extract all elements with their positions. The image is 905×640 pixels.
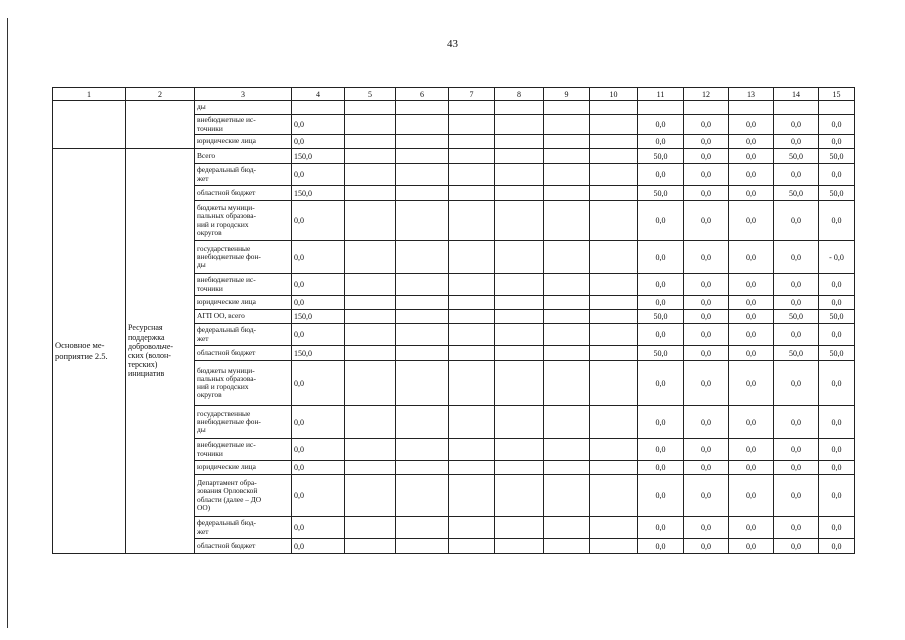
funding-source-label: бюджеты муници- пальных образова- ний и городских округов: [195, 361, 292, 406]
table-row: [53, 149, 855, 164]
total-amount-cell: 0,0: [292, 115, 345, 135]
empty-year-cell: [396, 149, 449, 164]
column-number-header: 10: [590, 88, 638, 101]
column-number-header: 9: [544, 88, 590, 101]
year-amount-cell: 0,0: [729, 310, 774, 324]
year-amount-cell: 0,0: [774, 135, 819, 149]
empty-year-cell: [449, 274, 495, 296]
empty-year-cell: [544, 201, 590, 241]
empty-year-cell: [449, 517, 495, 539]
empty-year-cell: [396, 539, 449, 554]
year-amount-cell: 50,0: [774, 346, 819, 361]
empty-year-cell: [495, 115, 544, 135]
empty-year-cell: [495, 539, 544, 554]
page-number: 43: [447, 38, 458, 50]
empty-year-cell: [449, 346, 495, 361]
year-amount-cell: - 0,0: [819, 241, 855, 274]
empty-year-cell: [449, 201, 495, 241]
empty-year-cell: [345, 149, 396, 164]
empty-year-cell: [590, 461, 638, 475]
empty-year-cell: [345, 517, 396, 539]
empty-year-cell: [544, 186, 590, 201]
year-amount-cell: 0,0: [638, 274, 684, 296]
year-amount-cell: 0,0: [774, 361, 819, 406]
year-amount-cell: 0,0: [684, 296, 729, 310]
empty-year-cell: [495, 201, 544, 241]
total-amount-cell: 0,0: [292, 406, 345, 439]
empty-year-cell: [345, 201, 396, 241]
empty-year-cell: [449, 296, 495, 310]
empty-year-cell: [590, 475, 638, 517]
funding-source-label: государственные внебюджетные фон- ды: [195, 241, 292, 274]
year-amount-cell: [684, 101, 729, 115]
empty-year-cell: [590, 164, 638, 186]
year-amount-cell: 0,0: [684, 461, 729, 475]
empty-year-cell: [345, 439, 396, 461]
year-amount-cell: 0,0: [729, 461, 774, 475]
total-amount-cell: 0,0: [292, 274, 345, 296]
column-number-header: 4: [292, 88, 345, 101]
empty-year-cell: [544, 346, 590, 361]
empty-year-cell: [449, 324, 495, 346]
empty-year-cell: [495, 310, 544, 324]
empty-year-cell: [495, 346, 544, 361]
empty-year-cell: [495, 149, 544, 164]
year-amount-cell: 0,0: [684, 149, 729, 164]
year-amount-cell: 0,0: [684, 346, 729, 361]
year-amount-cell: 0,0: [638, 164, 684, 186]
year-amount-cell: 0,0: [819, 461, 855, 475]
total-amount-cell: 0,0: [292, 517, 345, 539]
empty-year-cell: [345, 296, 396, 310]
year-amount-cell: 0,0: [684, 201, 729, 241]
year-amount-cell: 0,0: [729, 149, 774, 164]
funding-source-label: бюджеты муници- пальных образова- ний и городских округов: [195, 201, 292, 241]
empty-year-cell: [544, 361, 590, 406]
year-amount-cell: 0,0: [729, 135, 774, 149]
year-amount-cell: 0,0: [729, 274, 774, 296]
empty-year-cell: [544, 406, 590, 439]
year-amount-cell: 0,0: [729, 517, 774, 539]
year-amount-cell: 0,0: [729, 201, 774, 241]
funding-source-label: федеральный бюд- жет: [195, 517, 292, 539]
empty-year-cell: [345, 539, 396, 554]
empty-year-cell: [449, 101, 495, 115]
year-amount-cell: 0,0: [729, 406, 774, 439]
empty-year-cell: [449, 475, 495, 517]
total-amount-cell: 150,0: [292, 186, 345, 201]
empty-year-cell: [495, 296, 544, 310]
empty-year-cell: [495, 241, 544, 274]
empty-year-cell: [449, 186, 495, 201]
year-amount-cell: 0,0: [684, 475, 729, 517]
empty-year-cell: [396, 115, 449, 135]
empty-year-cell: [396, 324, 449, 346]
empty-year-cell: [544, 135, 590, 149]
column-number-header: 1: [53, 88, 126, 101]
year-amount-cell: 50,0: [774, 149, 819, 164]
column-number-header: 14: [774, 88, 819, 101]
funding-source-label: областной бюджет: [195, 186, 292, 201]
year-amount-cell: 0,0: [638, 406, 684, 439]
empty-year-cell: [396, 101, 449, 115]
empty-year-cell: [396, 346, 449, 361]
empty-year-cell: [345, 135, 396, 149]
empty-year-cell: [495, 361, 544, 406]
column-number-header: 7: [449, 88, 495, 101]
year-amount-cell: 0,0: [774, 475, 819, 517]
year-amount-cell: 0,0: [819, 201, 855, 241]
year-amount-cell: 0,0: [729, 241, 774, 274]
year-amount-cell: 0,0: [684, 310, 729, 324]
funding-source-label: федеральный бюд- жет: [195, 324, 292, 346]
empty-year-cell: [495, 475, 544, 517]
year-amount-cell: 0,0: [774, 201, 819, 241]
sub-activity-cell: Ресурсная поддержка добровольче- ских (волон- терских) инициатив: [126, 149, 195, 554]
empty-year-cell: [590, 186, 638, 201]
empty-year-cell: [345, 361, 396, 406]
empty-year-cell: [345, 101, 396, 115]
empty-year-cell: [345, 310, 396, 324]
funding-source-label: юридические лица: [195, 461, 292, 475]
empty-year-cell: [396, 406, 449, 439]
empty-merged-cell: [53, 101, 126, 149]
empty-year-cell: [345, 164, 396, 186]
empty-year-cell: [345, 274, 396, 296]
year-amount-cell: 0,0: [638, 241, 684, 274]
empty-year-cell: [449, 115, 495, 135]
year-amount-cell: 0,0: [774, 115, 819, 135]
column-number-header: 13: [729, 88, 774, 101]
column-number-header: 15: [819, 88, 855, 101]
year-amount-cell: 0,0: [729, 439, 774, 461]
empty-year-cell: [396, 439, 449, 461]
empty-merged-cell: [126, 101, 195, 149]
empty-year-cell: [345, 241, 396, 274]
column-number-row: [53, 88, 855, 101]
empty-year-cell: [495, 186, 544, 201]
empty-year-cell: [396, 475, 449, 517]
year-amount-cell: 0,0: [819, 475, 855, 517]
funding-source-label: АГП ОО, всего: [195, 310, 292, 324]
empty-year-cell: [449, 310, 495, 324]
empty-year-cell: [544, 101, 590, 115]
total-amount-cell: 0,0: [292, 539, 345, 554]
total-amount-cell: 0,0: [292, 201, 345, 241]
year-amount-cell: 50,0: [774, 310, 819, 324]
year-amount-cell: 50,0: [819, 310, 855, 324]
year-amount-cell: 0,0: [819, 539, 855, 554]
empty-year-cell: [495, 517, 544, 539]
funding-source-label: ды: [195, 101, 292, 115]
empty-year-cell: [544, 475, 590, 517]
year-amount-cell: 0,0: [638, 361, 684, 406]
year-amount-cell: 0,0: [638, 115, 684, 135]
empty-year-cell: [495, 101, 544, 115]
empty-year-cell: [495, 461, 544, 475]
empty-year-cell: [544, 241, 590, 274]
year-amount-cell: 0,0: [819, 406, 855, 439]
empty-year-cell: [590, 539, 638, 554]
empty-year-cell: [590, 115, 638, 135]
year-amount-cell: 0,0: [684, 539, 729, 554]
year-amount-cell: 0,0: [684, 324, 729, 346]
empty-year-cell: [544, 274, 590, 296]
empty-year-cell: [449, 439, 495, 461]
year-amount-cell: 0,0: [684, 164, 729, 186]
empty-year-cell: [449, 539, 495, 554]
empty-year-cell: [396, 361, 449, 406]
main-activity-cell: Основное ме- роприятие 2.5.: [53, 149, 126, 554]
table-row: [53, 101, 855, 115]
empty-year-cell: [345, 115, 396, 135]
total-amount-cell: 150,0: [292, 346, 345, 361]
year-amount-cell: 0,0: [774, 241, 819, 274]
column-number-header: 5: [345, 88, 396, 101]
year-amount-cell: 0,0: [684, 135, 729, 149]
empty-year-cell: [449, 164, 495, 186]
empty-year-cell: [345, 406, 396, 439]
funding-source-label: Всего: [195, 149, 292, 164]
total-amount-cell: 0,0: [292, 461, 345, 475]
budget-table: [52, 87, 855, 554]
empty-year-cell: [544, 149, 590, 164]
empty-year-cell: [544, 539, 590, 554]
empty-year-cell: [590, 274, 638, 296]
column-number-header: 8: [495, 88, 544, 101]
empty-year-cell: [396, 241, 449, 274]
year-amount-cell: 0,0: [638, 135, 684, 149]
empty-year-cell: [544, 310, 590, 324]
year-amount-cell: 0,0: [684, 274, 729, 296]
year-amount-cell: 0,0: [638, 517, 684, 539]
year-amount-cell: 0,0: [774, 517, 819, 539]
column-number-header: 2: [126, 88, 195, 101]
column-number-header: 11: [638, 88, 684, 101]
empty-year-cell: [396, 517, 449, 539]
empty-year-cell: [495, 135, 544, 149]
empty-year-cell: [544, 296, 590, 310]
total-amount-cell: 0,0: [292, 475, 345, 517]
year-amount-cell: [774, 101, 819, 115]
empty-year-cell: [396, 164, 449, 186]
empty-year-cell: [396, 201, 449, 241]
total-amount-cell: [292, 101, 345, 115]
year-amount-cell: 0,0: [774, 406, 819, 439]
year-amount-cell: 0,0: [638, 461, 684, 475]
empty-year-cell: [590, 201, 638, 241]
empty-year-cell: [544, 115, 590, 135]
empty-year-cell: [590, 324, 638, 346]
year-amount-cell: 0,0: [819, 439, 855, 461]
column-number-header: 6: [396, 88, 449, 101]
empty-year-cell: [396, 186, 449, 201]
empty-year-cell: [345, 475, 396, 517]
empty-year-cell: [495, 406, 544, 439]
empty-year-cell: [590, 296, 638, 310]
year-amount-cell: 50,0: [819, 149, 855, 164]
empty-year-cell: [544, 517, 590, 539]
year-amount-cell: 50,0: [638, 310, 684, 324]
year-amount-cell: 50,0: [638, 149, 684, 164]
empty-year-cell: [396, 310, 449, 324]
year-amount-cell: 0,0: [638, 324, 684, 346]
empty-year-cell: [590, 135, 638, 149]
year-amount-cell: 0,0: [819, 361, 855, 406]
empty-year-cell: [396, 135, 449, 149]
empty-year-cell: [345, 324, 396, 346]
year-amount-cell: 0,0: [638, 539, 684, 554]
empty-year-cell: [590, 517, 638, 539]
total-amount-cell: 0,0: [292, 439, 345, 461]
year-amount-cell: 0,0: [729, 115, 774, 135]
empty-year-cell: [590, 241, 638, 274]
year-amount-cell: 0,0: [729, 475, 774, 517]
total-amount-cell: 0,0: [292, 361, 345, 406]
empty-year-cell: [590, 101, 638, 115]
total-amount-cell: 0,0: [292, 135, 345, 149]
empty-year-cell: [590, 406, 638, 439]
empty-year-cell: [345, 186, 396, 201]
year-amount-cell: 0,0: [819, 164, 855, 186]
year-amount-cell: 0,0: [774, 274, 819, 296]
year-amount-cell: 50,0: [819, 186, 855, 201]
empty-year-cell: [544, 461, 590, 475]
year-amount-cell: 0,0: [774, 164, 819, 186]
year-amount-cell: 50,0: [774, 186, 819, 201]
empty-year-cell: [396, 296, 449, 310]
year-amount-cell: 0,0: [729, 361, 774, 406]
funding-source-label: внебюджетные ис- точники: [195, 439, 292, 461]
empty-year-cell: [590, 361, 638, 406]
year-amount-cell: 0,0: [819, 115, 855, 135]
empty-year-cell: [449, 361, 495, 406]
empty-year-cell: [345, 461, 396, 475]
empty-year-cell: [396, 461, 449, 475]
total-amount-cell: 0,0: [292, 164, 345, 186]
year-amount-cell: 0,0: [774, 296, 819, 310]
year-amount-cell: 50,0: [638, 346, 684, 361]
funding-source-label: федеральный бюд- жет: [195, 164, 292, 186]
total-amount-cell: 150,0: [292, 310, 345, 324]
total-amount-cell: 0,0: [292, 241, 345, 274]
empty-year-cell: [345, 346, 396, 361]
empty-year-cell: [590, 346, 638, 361]
total-amount-cell: 0,0: [292, 324, 345, 346]
year-amount-cell: 0,0: [819, 296, 855, 310]
empty-year-cell: [495, 274, 544, 296]
empty-year-cell: [495, 164, 544, 186]
year-amount-cell: 0,0: [774, 461, 819, 475]
year-amount-cell: 0,0: [638, 296, 684, 310]
empty-year-cell: [449, 461, 495, 475]
year-amount-cell: 0,0: [684, 186, 729, 201]
year-amount-cell: [638, 101, 684, 115]
funding-source-label: юридические лица: [195, 296, 292, 310]
year-amount-cell: 0,0: [819, 324, 855, 346]
year-amount-cell: 50,0: [638, 186, 684, 201]
empty-year-cell: [495, 439, 544, 461]
year-amount-cell: 0,0: [638, 439, 684, 461]
year-amount-cell: 0,0: [638, 201, 684, 241]
year-amount-cell: 0,0: [729, 324, 774, 346]
funding-source-label: внебюджетные ис- точники: [195, 274, 292, 296]
year-amount-cell: 0,0: [729, 296, 774, 310]
year-amount-cell: 0,0: [684, 517, 729, 539]
year-amount-cell: 0,0: [819, 274, 855, 296]
empty-year-cell: [449, 241, 495, 274]
year-amount-cell: 0,0: [684, 241, 729, 274]
total-amount-cell: 150,0: [292, 149, 345, 164]
year-amount-cell: 0,0: [729, 164, 774, 186]
year-amount-cell: 0,0: [729, 186, 774, 201]
empty-year-cell: [495, 324, 544, 346]
year-amount-cell: 0,0: [774, 324, 819, 346]
column-number-header: 3: [195, 88, 292, 101]
empty-year-cell: [449, 149, 495, 164]
year-amount-cell: 0,0: [684, 406, 729, 439]
total-amount-cell: 0,0: [292, 296, 345, 310]
year-amount-cell: 0,0: [684, 115, 729, 135]
page-edge-rule: [7, 18, 8, 628]
year-amount-cell: 0,0: [819, 517, 855, 539]
empty-year-cell: [449, 135, 495, 149]
empty-year-cell: [590, 310, 638, 324]
year-amount-cell: 0,0: [774, 439, 819, 461]
year-amount-cell: 0,0: [774, 539, 819, 554]
year-amount-cell: 0,0: [684, 361, 729, 406]
year-amount-cell: [819, 101, 855, 115]
funding-source-label: областной бюджет: [195, 346, 292, 361]
empty-year-cell: [590, 439, 638, 461]
year-amount-cell: [729, 101, 774, 115]
year-amount-cell: 0,0: [729, 346, 774, 361]
funding-source-label: областной бюджет: [195, 539, 292, 554]
year-amount-cell: 0,0: [819, 135, 855, 149]
year-amount-cell: 0,0: [684, 439, 729, 461]
empty-year-cell: [590, 149, 638, 164]
empty-year-cell: [544, 164, 590, 186]
funding-source-label: Департамент обра- зования Орловской области (далее – ДО ОО): [195, 475, 292, 517]
empty-year-cell: [449, 406, 495, 439]
year-amount-cell: 0,0: [638, 475, 684, 517]
funding-source-label: внебюджетные ис- точники: [195, 115, 292, 135]
funding-source-label: юридические лица: [195, 135, 292, 149]
column-number-header: 12: [684, 88, 729, 101]
empty-year-cell: [544, 324, 590, 346]
year-amount-cell: 0,0: [729, 539, 774, 554]
empty-year-cell: [396, 274, 449, 296]
empty-year-cell: [544, 439, 590, 461]
funding-source-label: государственные внебюджетные фон- ды: [195, 406, 292, 439]
year-amount-cell: 50,0: [819, 346, 855, 361]
